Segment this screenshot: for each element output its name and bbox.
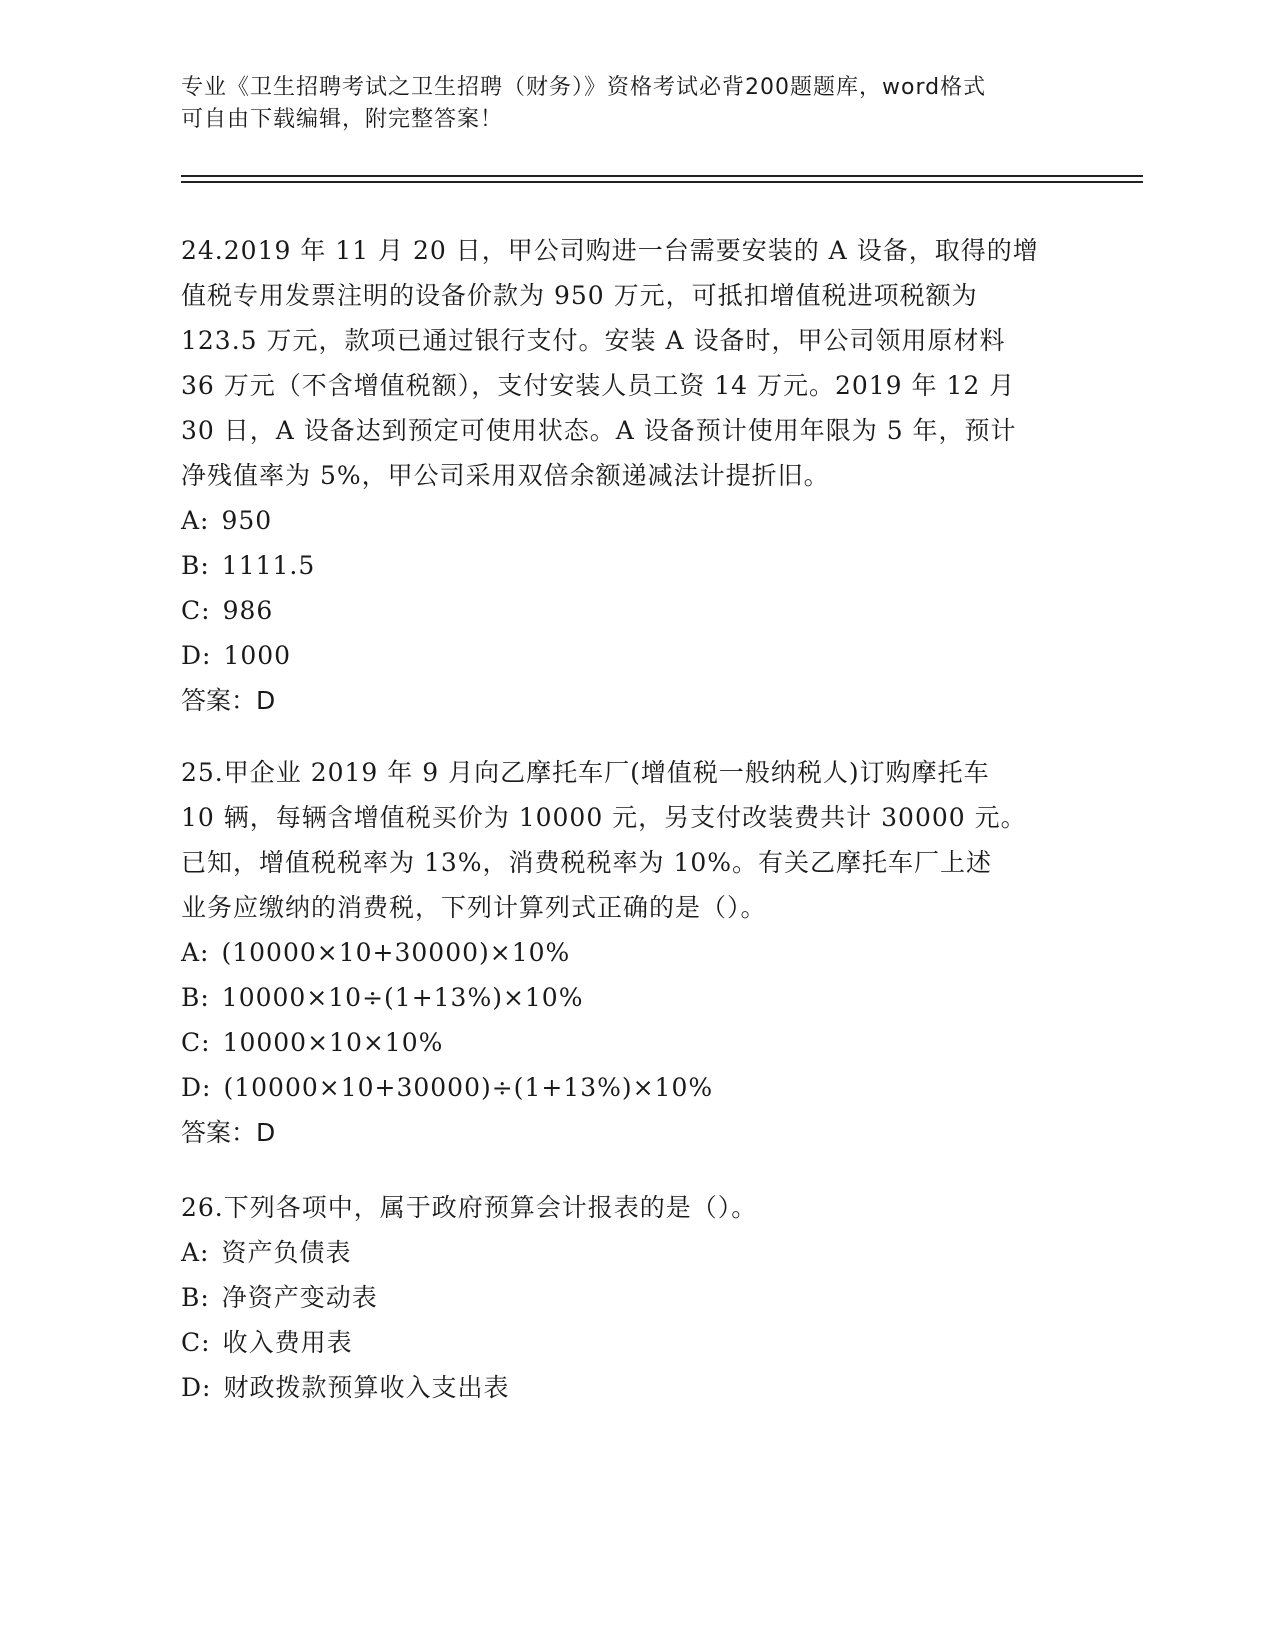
option-key: A: [181,938,210,967]
option-text: 净资产变动表 [221,1283,378,1312]
option-text: 10000×10×10% [222,1028,444,1057]
option-text: 资产负债表 [221,1238,352,1267]
option-text: 收入费用表 [222,1328,353,1357]
option-key: D: [181,1073,212,1102]
option-d [181,633,1061,678]
answer-line: 答案：D [181,1118,276,1147]
option-key: C: [181,596,211,625]
question-24 [181,228,1061,723]
document-header [181,72,1041,136]
option-key: A: [181,506,210,535]
question-stem-line: 10 辆，每辆含增值税买价为 10000 元，另支付改装费共计 30000 元。 [181,803,1027,832]
header-divider-bottom [181,181,1143,183]
option-key: D: [181,641,212,670]
option-key: C: [181,1328,211,1357]
question-stem-line: 净残值率为 5%，甲公司采用双倍余额递减法计提折旧。 [181,461,830,490]
question-stem-line: 123.5 万元，款项已通过银行支付。安装 A 设备时，甲公司领用原材料 [181,326,1006,355]
option-text: 财政拨款预算收入支出表 [223,1373,510,1402]
option-text: 986 [222,596,274,625]
question-stem-line: 25.甲企业 2019 年 9 月向乙摩托车厂(增值税一般纳税人)订购摩托车 [181,758,990,787]
header-line-1: 专业《卫生招聘考试之卫生招聘（财务）》资格考试必背200题题库，word格式 [181,75,987,100]
question-26 [181,1185,1061,1410]
header-divider-top [181,175,1143,177]
option-key: B: [181,1283,210,1312]
option-a [181,498,1061,543]
question-stem-line: 24.2019 年 11 月 20 日，甲公司购进一台需要安装的 A 设备，取得的增 [181,236,1039,265]
option-d [181,1365,1061,1410]
option-b [181,1275,1061,1320]
option-key: B: [181,551,210,580]
option-d [181,1065,1061,1110]
option-text: 950 [221,506,273,535]
option-c [181,588,1061,633]
option-text: 1111.5 [221,551,316,580]
option-b [181,975,1061,1020]
question-25 [181,750,1061,1155]
answer-line: 答案：D [181,686,276,715]
question-stem-line: 已知，增值税税率为 13%，消费税税率为 10%。有关乙摩托车厂上述 [181,848,993,877]
question-stem-line: 业务应缴纳的消费税，下列计算列式正确的是（）。 [181,893,767,922]
option-key: D: [181,1373,212,1402]
option-key: B: [181,983,210,1012]
option-b [181,543,1061,588]
option-a [181,1230,1061,1275]
option-a [181,930,1061,975]
header-line-2: 可自由下载编辑，附完整答案！ [181,107,504,132]
option-c [181,1020,1061,1065]
question-stem-line: 30 日，A 设备达到预定可使用状态。A 设备预计使用年限为 5 年，预计 [181,416,1017,445]
question-stem-line: 26.下列各项中，属于政府预算会计报表的是（）。 [181,1193,758,1222]
option-c [181,1320,1061,1365]
option-text: 1000 [223,641,292,670]
option-text: 10000×10÷(1+13%)×10% [221,983,584,1012]
option-key: A: [181,1238,210,1267]
option-text: (10000×10+30000)÷(1+13%)×10% [223,1073,714,1102]
question-stem-line: 36 万元（不含增值税额），支付安装人员工资 14 万元。2019 年 12 月 [181,371,1016,400]
option-key: C: [181,1028,211,1057]
option-text: (10000×10+30000)×10% [221,938,571,967]
question-stem-line: 值税专用发票注明的设备价款为 950 万元，可抵扣增值税进项税额为 [181,281,978,310]
